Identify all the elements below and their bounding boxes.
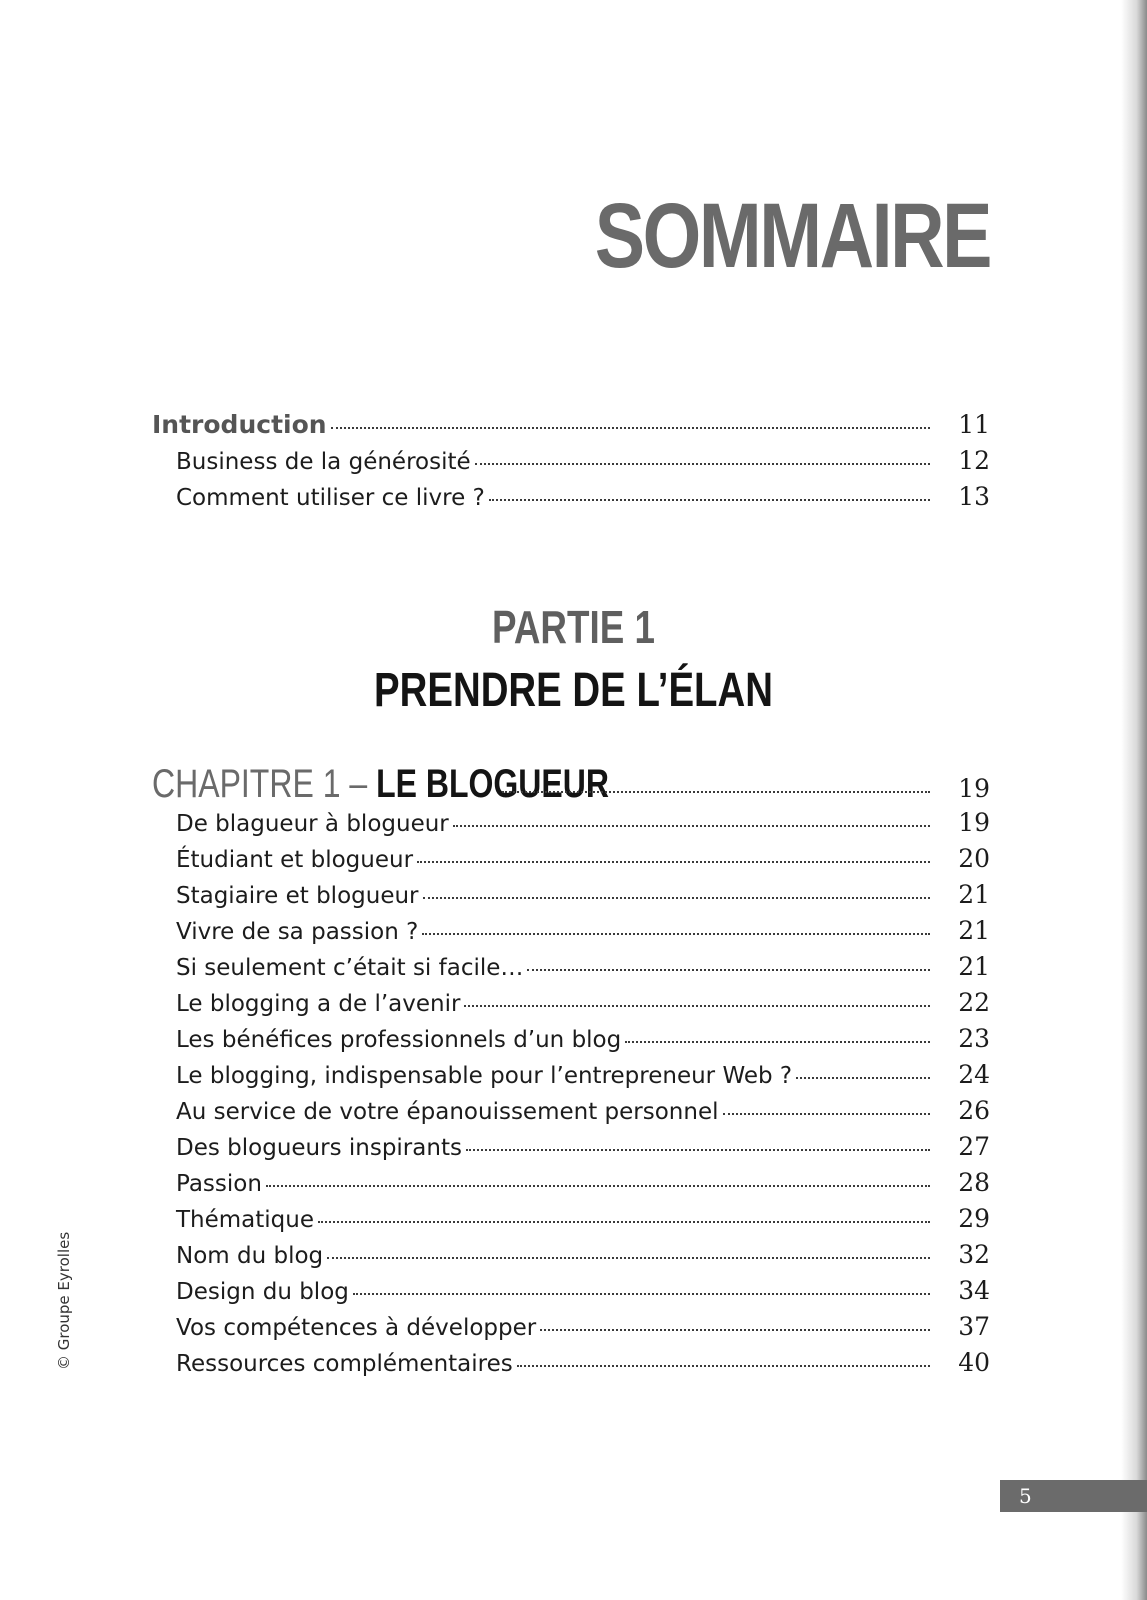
chapter-heading: [152, 762, 609, 807]
toc-entry[interactable]: [152, 1060, 990, 1096]
toc-entry-label: Le blogging a de l’avenir: [176, 991, 461, 1017]
dot-leader: [723, 1113, 931, 1115]
toc-entry[interactable]: [152, 1348, 990, 1384]
toc-entry-label: Ressources complémentaires: [176, 1351, 513, 1377]
page-number: 5: [1019, 1484, 1032, 1508]
toc-entry-page: 40: [958, 1348, 990, 1377]
toc-entry[interactable]: [152, 446, 990, 482]
toc-entry-label: Stagiaire et blogueur: [176, 883, 419, 909]
dot-leader: [453, 825, 930, 827]
dot-leader: [266, 1185, 930, 1187]
toc-entry-page: 23: [958, 1024, 990, 1053]
toc-entry[interactable]: [152, 1024, 990, 1060]
toc-entry-label: Vivre de sa passion ?: [176, 919, 419, 945]
toc-entry-page: 32: [958, 1240, 990, 1269]
toc-entry-page: 21: [958, 880, 990, 909]
toc-entry-page: 37: [958, 1312, 990, 1341]
dot-leader: [353, 1293, 930, 1295]
dot-leader: [475, 463, 930, 465]
toc-entry[interactable]: [152, 844, 990, 880]
dot-leader: [327, 1257, 930, 1259]
dot-leader: [502, 791, 930, 793]
dot-leader: [540, 1329, 930, 1331]
toc-entry-page: 20: [958, 844, 990, 873]
toc-entry-label: Étudiant et blogueur: [176, 847, 414, 873]
toc-entry-page: 19: [958, 774, 990, 803]
toc-entry-introduction[interactable]: [152, 410, 990, 446]
dot-leader: [422, 933, 930, 935]
page-edge: [1121, 0, 1147, 1600]
part-number: PARTIE 1: [492, 601, 655, 653]
toc-entry[interactable]: [152, 1204, 990, 1240]
toc-entry-label: Nom du blog: [176, 1243, 324, 1269]
part-title: PRENDRE DE L’ÉLAN: [374, 664, 773, 717]
toc-entry[interactable]: [152, 1168, 990, 1204]
toc-entry-label: De blagueur à blogueur: [176, 811, 449, 837]
intro-section: [152, 410, 990, 518]
toc-entry[interactable]: [152, 880, 990, 916]
dot-leader: [318, 1221, 930, 1223]
dot-leader: [489, 499, 930, 501]
toc-entry-page: 24: [958, 1060, 990, 1089]
toc-entry[interactable]: [152, 1132, 990, 1168]
dot-leader: [796, 1077, 930, 1079]
toc-entry-page: 27: [958, 1132, 990, 1161]
toc-entry-label: Passion: [176, 1171, 262, 1197]
chapter-name: LE BLOGUEUR: [376, 762, 609, 806]
toc-entry-page: 12: [958, 446, 990, 475]
toc-entry-label: Les bénéfices professionnels d’un blog: [176, 1027, 622, 1053]
toc-entry-page: 22: [958, 988, 990, 1017]
toc-entry-label: Introduction: [152, 410, 327, 439]
toc-entry-page: 21: [958, 916, 990, 945]
toc-entry-label: Si seulement c’était si facile…: [176, 955, 524, 981]
toc-entry-label: Design du blog: [176, 1279, 349, 1305]
dot-leader: [464, 1005, 930, 1007]
toc-entry-label: Vos compétences à développer: [176, 1315, 537, 1341]
toc-entry[interactable]: [152, 952, 990, 988]
toc-entry[interactable]: [152, 988, 990, 1024]
dot-leader: [423, 897, 931, 899]
toc-entry-page: 26: [958, 1096, 990, 1125]
toc-entry-page: 11: [958, 410, 990, 439]
toc-entry-page: 13: [958, 482, 990, 511]
toc-entry[interactable]: [152, 1312, 990, 1348]
toc-entry[interactable]: [152, 916, 990, 952]
toc-entry-label: Business de la générosité: [176, 449, 471, 475]
dot-leader: [466, 1149, 930, 1151]
copyright-notice: © Groupe Eyrolles: [55, 1231, 73, 1370]
chapter-section: [152, 762, 990, 1384]
toc-entry-label: Le blogging, indispensable pour l’entrepreneur Web ?: [176, 1063, 793, 1089]
toc-entry-page: 21: [958, 952, 990, 981]
toc-entry-label: Thématique: [176, 1207, 315, 1233]
toc-entry-label: Comment utiliser ce livre ?: [176, 485, 485, 511]
dot-leader: [625, 1041, 930, 1043]
toc-entry[interactable]: [152, 482, 990, 518]
dot-leader: [331, 427, 930, 429]
toc-entry-page: 29: [958, 1204, 990, 1233]
toc-entry[interactable]: [152, 1240, 990, 1276]
toc-entry[interactable]: [152, 1096, 990, 1132]
toc-entry[interactable]: [152, 1276, 990, 1312]
toc-entry-page: 34: [958, 1276, 990, 1305]
toc-entry-chapter-1[interactable]: [152, 762, 990, 808]
page-title: SOMMAIRE: [594, 185, 990, 287]
toc-entry[interactable]: [152, 808, 990, 844]
dot-leader: [527, 969, 930, 971]
dot-leader: [417, 861, 930, 863]
toc-entry-page: 28: [958, 1168, 990, 1197]
chapter-prefix: CHAPITRE 1 –: [152, 762, 368, 806]
toc-entry-label: Des blogueurs inspirants: [176, 1135, 462, 1161]
toc-entry-label: Au service de votre épanouissement personnel: [176, 1099, 719, 1125]
toc-entry-page: 19: [958, 808, 990, 837]
dot-leader: [517, 1365, 930, 1367]
